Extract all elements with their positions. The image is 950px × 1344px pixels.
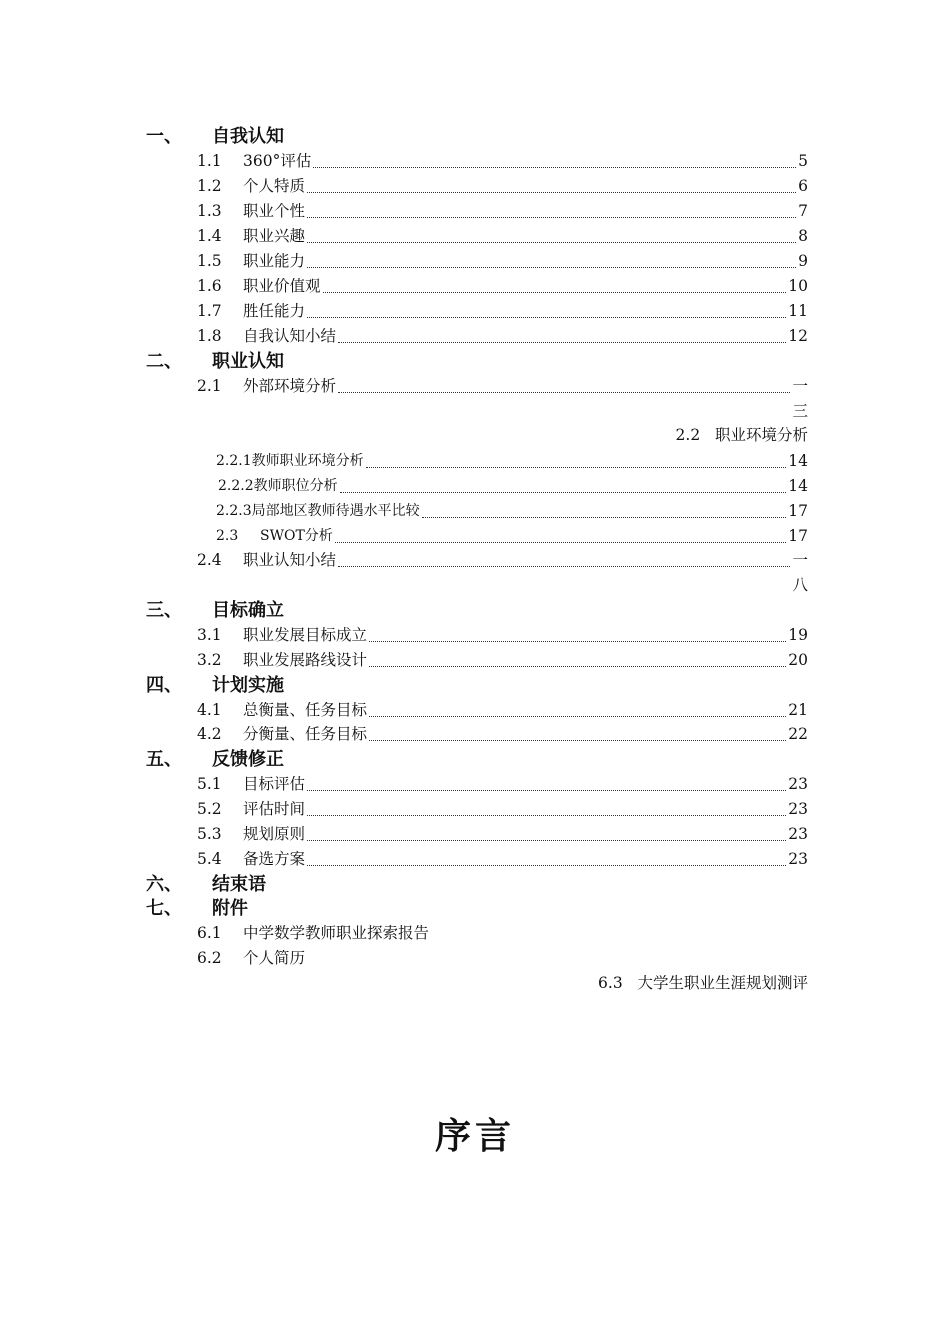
toc-entry — [197, 772, 808, 797]
dot-leader — [307, 839, 786, 841]
section-title: 局部地区教师待遇水平比较 — [251, 503, 420, 519]
toc-entry — [197, 274, 808, 299]
page-number: 20 — [788, 651, 808, 669]
dot-leader — [307, 814, 786, 816]
chapter-title: 反馈修正 — [212, 749, 284, 770]
dot-leader — [307, 316, 786, 318]
section-number: 5.4 — [197, 850, 222, 868]
section-title: 360°评估 — [243, 152, 312, 170]
toc-entry — [197, 698, 808, 723]
section-number: 6.2 — [197, 949, 222, 967]
section-title: 职业环境分析 — [714, 426, 808, 444]
toc-entry — [197, 797, 808, 822]
chapter-title: 自我认知 — [212, 126, 284, 147]
section-title: 职业兴趣 — [243, 227, 306, 245]
chapter-number: 二、 — [146, 351, 182, 372]
toc-entry — [218, 474, 808, 499]
page-number: 7 — [798, 202, 808, 220]
page-number: 一 — [792, 377, 808, 395]
section-number: 2.3 — [216, 528, 239, 544]
chapter-title: 目标确立 — [212, 600, 284, 621]
toc-entry — [197, 971, 808, 996]
toc-entry — [216, 524, 808, 549]
chapter-number: 五、 — [146, 749, 182, 770]
section-title: 职业能力 — [243, 252, 306, 270]
page-number: 9 — [798, 252, 808, 270]
section-title: 自我认知小结 — [243, 327, 337, 345]
dot-leader — [307, 241, 796, 243]
section-title: 职业发展路线设计 — [243, 651, 368, 669]
section-title: 职业发展目标成立 — [243, 626, 368, 644]
section-number: 2.2.3 — [216, 503, 252, 519]
chapter-number: 七、 — [146, 898, 182, 919]
section-number: 5.3 — [197, 825, 222, 843]
page-number: 23 — [788, 775, 808, 793]
section-title: 目标评估 — [243, 775, 306, 793]
page-number: 17 — [788, 527, 808, 545]
toc-chapter-1 — [146, 124, 284, 149]
dot-leader — [307, 191, 796, 193]
page-number: 一 — [792, 551, 808, 569]
section-number: 5.1 — [197, 775, 222, 793]
page-number: 23 — [788, 850, 808, 868]
section-title: 教师职业环境分析 — [251, 453, 364, 469]
toc-entry — [197, 423, 808, 448]
toc-entry — [197, 946, 305, 971]
section-title: 个人特质 — [243, 177, 306, 195]
dot-leader — [340, 491, 787, 493]
toc-entry — [197, 324, 808, 349]
page-number: 22 — [788, 725, 808, 743]
toc-entry — [197, 174, 808, 199]
section-number: 1.6 — [197, 277, 222, 295]
toc-entry — [197, 149, 808, 174]
section-number: 1.8 — [197, 327, 222, 345]
chapter-number: 四、 — [146, 675, 182, 696]
page-number: 8 — [798, 227, 808, 245]
dot-leader — [307, 266, 796, 268]
page-number: 19 — [788, 626, 808, 644]
dot-leader — [307, 864, 786, 866]
section-title: 外部环境分析 — [243, 377, 337, 395]
toc-entry — [216, 449, 808, 474]
section-number: 3.1 — [197, 626, 222, 644]
section-number: 4.2 — [197, 725, 222, 743]
dot-leader — [369, 739, 786, 741]
page-number: 17 — [788, 502, 808, 520]
page-number: 14 — [788, 452, 808, 470]
dot-leader — [422, 516, 787, 518]
section-title: 个人简历 — [243, 949, 306, 967]
toc-entry — [197, 224, 808, 249]
section-number: 1.7 — [197, 302, 222, 320]
dot-leader — [338, 341, 786, 343]
page-number: 5 — [798, 152, 808, 170]
chapter-title: 计划实施 — [212, 675, 284, 696]
section-title: 胜任能力 — [243, 302, 306, 320]
section-title: 职业认知小结 — [243, 551, 337, 569]
chapter-number: 三、 — [146, 600, 182, 621]
dot-leader — [307, 789, 786, 791]
page-number: 21 — [788, 701, 808, 719]
dot-leader — [366, 466, 787, 468]
page-number: 23 — [788, 825, 808, 843]
toc-entry — [197, 921, 429, 946]
section-number: 1.2 — [197, 177, 222, 195]
section-title: 职业价值观 — [243, 277, 321, 295]
chapter-title: 附件 — [212, 898, 248, 919]
section-number: 1.3 — [197, 202, 222, 220]
page-number-cont: 三 — [792, 402, 808, 420]
toc-entry — [197, 648, 808, 673]
dot-leader — [369, 715, 786, 717]
section-number: 2.2.1 — [216, 453, 252, 469]
preface-heading: 序言 — [434, 1115, 515, 1157]
section-title: 大学生职业生涯规划测评 — [637, 974, 808, 992]
section-number: 5.2 — [197, 800, 222, 818]
dot-leader — [369, 665, 786, 667]
section-title: SWOT分析 — [260, 528, 333, 544]
page-number: 12 — [788, 327, 808, 345]
section-number: 6.1 — [197, 924, 222, 942]
dot-leader — [307, 216, 796, 218]
section-number: 2.2 — [675, 426, 701, 444]
section-title: 规划原则 — [243, 825, 306, 843]
toc-chapter-6 — [146, 872, 266, 897]
dot-leader — [338, 391, 790, 393]
page-number-cont: 八 — [792, 576, 808, 594]
toc-entry — [197, 623, 808, 648]
toc-page-continuation — [197, 399, 808, 424]
dot-leader — [369, 640, 786, 642]
section-number: 1.4 — [197, 227, 222, 245]
toc-page-continuation — [197, 573, 808, 598]
section-title: 职业个性 — [243, 202, 306, 220]
dot-leader — [313, 166, 796, 168]
dot-leader — [335, 541, 786, 543]
toc-chapter-3 — [146, 598, 284, 623]
page-number: 10 — [788, 277, 808, 295]
page-number: 14 — [788, 477, 808, 495]
toc-entry — [197, 299, 808, 324]
section-title: 备选方案 — [243, 850, 306, 868]
section-title: 教师职位分析 — [253, 478, 338, 494]
section-title: 总衡量、任务目标 — [243, 701, 368, 719]
page-number: 23 — [788, 800, 808, 818]
toc-chapter-5 — [146, 747, 284, 772]
chapter-title: 职业认知 — [212, 351, 284, 372]
toc-chapter-7 — [146, 896, 248, 921]
section-number: 2.2.2 — [218, 478, 254, 494]
dot-leader — [338, 565, 790, 567]
page-number: 11 — [788, 302, 808, 320]
chapter-title: 结束语 — [212, 874, 266, 895]
section-number: 1.1 — [197, 152, 222, 170]
toc-entry — [197, 847, 808, 872]
section-number: 2.4 — [197, 551, 222, 569]
section-number: 6.3 — [598, 974, 623, 992]
toc-entry — [197, 374, 808, 399]
toc-entry — [197, 548, 808, 573]
toc-entry — [197, 199, 808, 224]
chapter-number: 一、 — [146, 126, 182, 147]
toc-chapter-2 — [146, 349, 284, 374]
toc-entry — [216, 499, 808, 524]
toc-entry — [197, 722, 808, 747]
dot-leader — [323, 291, 787, 293]
section-title: 分衡量、任务目标 — [243, 725, 368, 743]
section-number: 2.1 — [197, 377, 222, 395]
section-number: 4.1 — [197, 701, 222, 719]
toc-entry — [197, 822, 808, 847]
section-title: 评估时间 — [243, 800, 306, 818]
toc-chapter-4 — [146, 673, 284, 698]
section-title: 中学数学教师职业探索报告 — [243, 924, 430, 942]
page-number: 6 — [798, 177, 808, 195]
section-number: 3.2 — [197, 651, 222, 669]
section-number: 1.5 — [197, 252, 222, 270]
toc-entry — [197, 249, 808, 274]
chapter-number: 六、 — [146, 874, 182, 895]
